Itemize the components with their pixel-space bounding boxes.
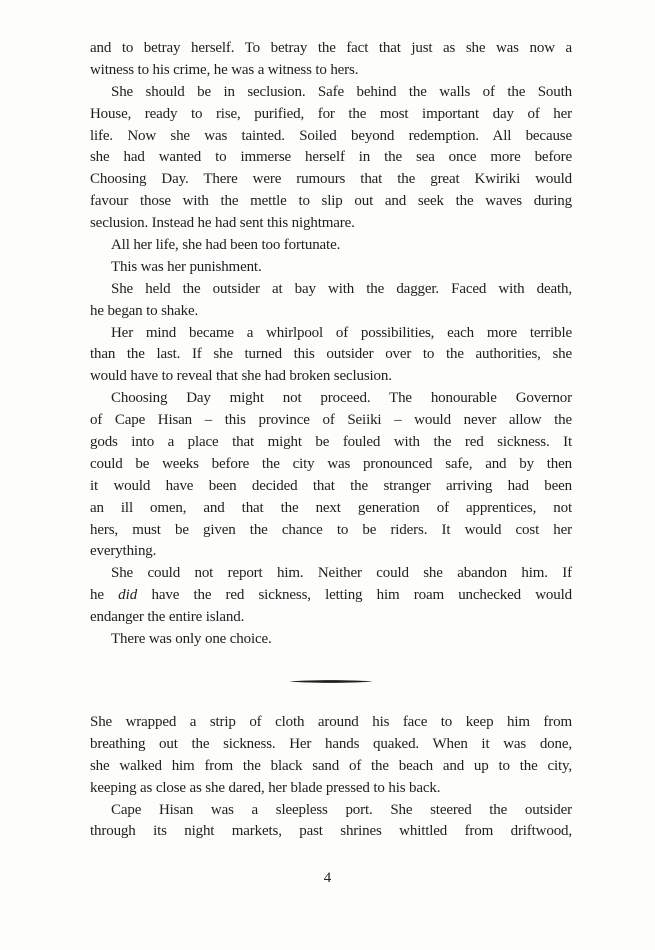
text-line: he did have the red sickness, letting him roam unchecked would [90,587,572,604]
text-line: keeping as close as she dared, her blade pressed to his back. [90,779,441,796]
paragraph [90,712,572,800]
tapered-rule-ornament [289,679,373,684]
text-line: of Cape Hisan – this province of Seiiki – would never allow the [90,412,572,429]
text-line: it would have been decided that the stranger arriving had been [90,477,572,494]
paragraph [90,388,572,563]
text-line: everything. [90,543,157,560]
text-line: he began to shake. [90,302,199,319]
text-line: could be weeks before the city was pronounced safe, and by then [90,455,572,472]
paragraph [90,629,572,651]
paragraph [90,235,572,257]
paragraph [90,38,572,82]
paragraph [90,563,572,629]
text-line: She wrapped a strip of cloth around his face to keep him from [90,713,572,730]
text-line: Choosing Day. There were rumours that the great Kwiriki would [90,171,572,188]
text-line: than the last. If she turned this outsider over to the authorities, she [90,346,572,363]
paragraph [90,279,572,323]
text-line: and to betray herself. To betray the fact that just as she was now a [90,40,572,56]
text-line: House, ready to rise, purified, for the most important day of her [90,105,572,122]
text-line: This was her punishment. [111,258,262,275]
text-line: hers, must be given the chance to be riders. It would cost her [90,521,572,538]
paragraph [90,82,572,235]
page-number: 4 [323,870,332,886]
scene-break-divider [90,651,572,712]
text-line: favour those with the mettle to slip out and seek the waves during [90,193,572,210]
text-line: Her mind became a whirlpool of possibilities, each more terrible [111,324,572,341]
text-line: life. Now she was tainted. Soiled beyond redemption. All because [90,127,572,144]
text-line: She held the outsider at bay with the dagger. Faced with death, [111,280,572,297]
text-line: seclusion. Instead he had sent this nightmare. [90,215,355,232]
text-line: She should be in seclusion. Safe behind the walls of the South [111,83,572,100]
text-line: She could not report him. Neither could she abandon him. If [111,565,572,582]
text-line: would have to reveal that she had broken seclusion. [90,368,392,385]
text-line: she had wanted to immerse herself in the sea once more before [90,149,572,166]
text-line: through its night markets, past shrines whittled from driftwood, [90,823,572,840]
text-line: witness to his crime, he was a witness to hers. [90,61,359,78]
text-line: gods into a place that might be fouled with the red sickness. It [90,434,572,451]
text-line: she walked him from the black sand of the beach and up to the city, [90,757,572,774]
text-line: There was only one choice. [111,631,272,648]
text-line: breathing out the sickness. Her hands quaked. When it was done, [90,735,572,752]
paragraph [90,323,572,389]
text-block [90,38,572,843]
text-line: Choosing Day might not proceed. The honourable Governor [111,390,572,407]
text-line: Cape Hisan was a sleepless port. She steered the outsider [111,801,572,818]
paragraph [90,257,572,279]
text-line: endanger the entire island. [90,609,245,626]
text-line: All her life, she had been too fortunate. [111,237,341,254]
text-line: an ill omen, and that the next generation of apprentices, not [90,499,572,516]
paragraph [90,800,572,844]
